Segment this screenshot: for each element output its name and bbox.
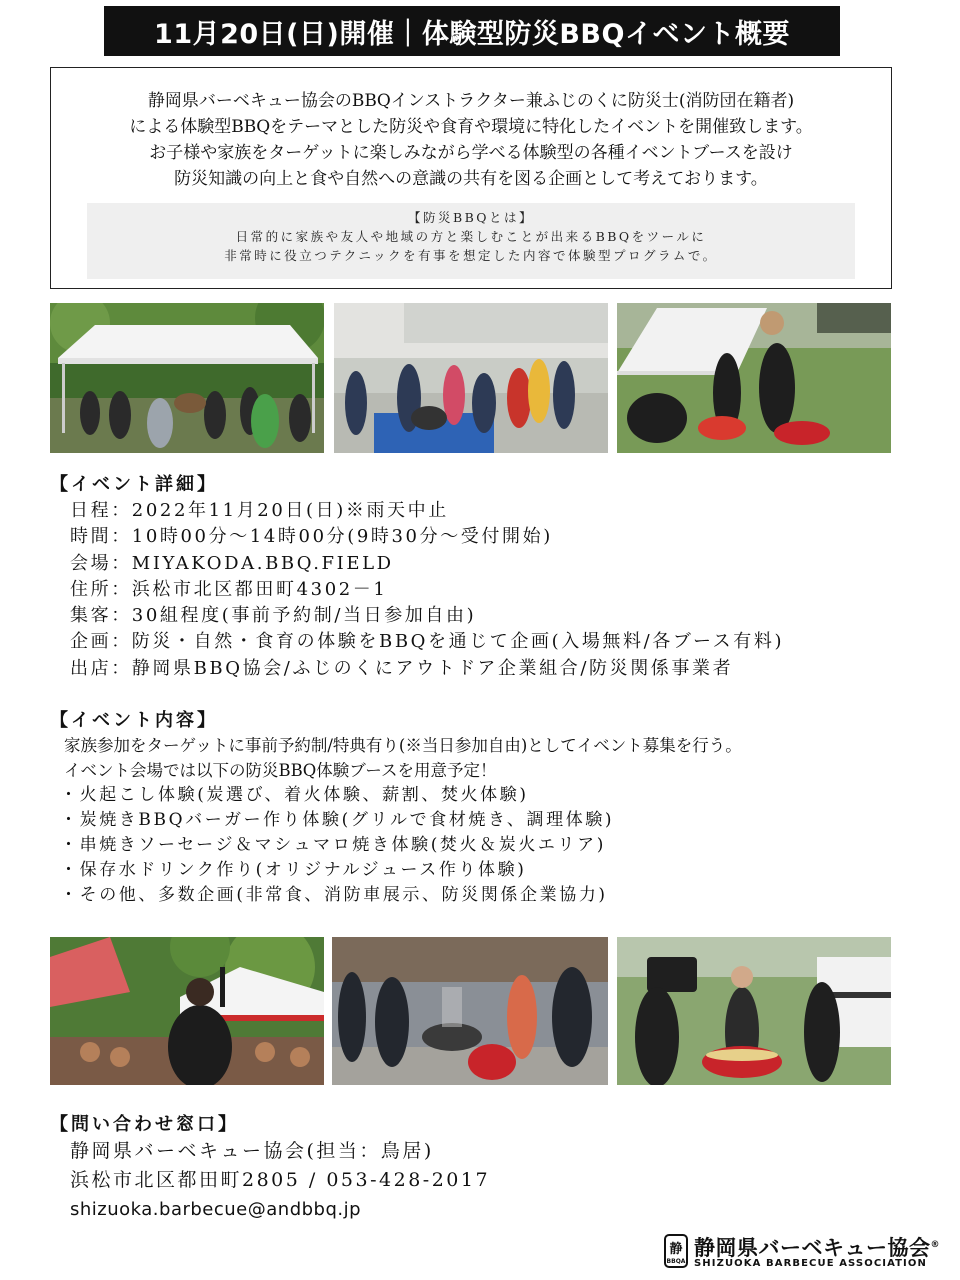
association-name-jp-text: 静岡県バーベキュー協会 [694, 1236, 931, 1260]
contents-intro [64, 733, 742, 783]
event-photo-family-grill [334, 303, 608, 453]
page-title [104, 6, 840, 56]
list-item: ・その他、多数企画(非常食、消防車展示、防災関係企業協力) [60, 885, 608, 905]
association-name-en: SHIZUOKA BARBECUE ASSOCIATION [694, 1258, 927, 1269]
intro-line: による体験型BBQをテーマとした防災や食育や環境に特化したイベントを開催致します。 [129, 117, 813, 137]
emblem-kanji: 静 [669, 1242, 683, 1257]
contents-intro-line: イベント会場では以下の防災BBQ体験ブースを用意予定！ [64, 761, 497, 780]
detail-capacity: 集客：30組程度(事前予約制/当日参加自由) [70, 605, 477, 627]
details-list [70, 498, 784, 682]
definition-line: 非常時に役立つテクニックを有事を想定した内容で体験型プログラムで。 [224, 248, 718, 263]
bousai-bbq-definition [87, 203, 855, 279]
intro-line: 静岡県バーベキュー協会のBBQインストラクター兼ふじのくに防災士(消防団在籍者) [147, 91, 795, 111]
list-item: ・串焼きソーセージ＆マシュマロ焼き体験(焚火＆炭火エリア) [60, 835, 606, 855]
contact-info [70, 1137, 490, 1224]
page-title-text: 11月20日(日)開催｜体験型防災BBQイベント概要 [154, 18, 790, 50]
contact-address-phone: 浜松市北区都田町2805 / 053-428-2017 [70, 1169, 491, 1191]
detail-venue: 会場：MIYAKODA.BBQ.FIELD [70, 552, 394, 574]
contact-heading: 【問い合わせ窓口】 [50, 1114, 239, 1135]
event-photo-tent-crowd [50, 303, 324, 453]
contents-heading: 【イベント内容】 [50, 710, 218, 731]
event-photo-tv-filming [617, 937, 891, 1085]
definition-line: 日常的に家族や友人や地域の方と楽しむことが出来るBBQをツールに [235, 229, 707, 244]
event-photo-red-tents [50, 937, 324, 1085]
association-logo [664, 1232, 954, 1272]
details-heading: 【イベント詳細】 [50, 474, 218, 495]
detail-date: 日程：2022年11月20日(日)※雨天中止 [70, 500, 449, 521]
detail-exhibitors: 出店：静岡県BBQ協会/ふじのくにアウトドア企業組合/防災関係事業者 [70, 657, 734, 679]
intro-box [50, 67, 892, 289]
list-item: ・炭焼きBBQバーガー作り体験(グリルで食材焼き、調理体験) [60, 810, 615, 830]
list-item: ・火起こし体験(炭選び、着火体験、薪割、焚火体験) [60, 785, 529, 805]
intro-line: お子様や家族をターゲットに楽しみながら学べる体験型の各種イベントブースを設け [149, 143, 793, 163]
detail-plan: 企画：防災・自然・食育の体験をBBQを通じて企画(入場無料/各ブース有料) [70, 631, 785, 653]
association-emblem-icon [664, 1234, 688, 1268]
definition-title: 【防災BBQとは】 [407, 210, 535, 225]
intro-line: 防災知識の向上と食や自然への意識の共有を図る企画として考えております。 [174, 169, 768, 189]
event-photo-grill-demo [332, 937, 608, 1085]
contact-email-link[interactable]: shizuoka.barbecue@andbbq.jp [70, 1199, 362, 1220]
contents-intro-line: 家族参加をターゲットに事前予約制/特典有り(※当日参加自由)としてイベント募集を行う。 [64, 736, 742, 755]
registered-mark: ® [930, 1240, 940, 1250]
emblem-small-text: BBQA [666, 1258, 686, 1265]
contents-list [60, 783, 614, 908]
detail-address: 住所：浜松市北区都田町4302－1 [70, 578, 388, 600]
contact-organization: 静岡県バーベキュー協会(担当：鳥居) [70, 1140, 434, 1162]
intro-text [51, 88, 891, 192]
detail-time: 時間：10時00分～14時00分(9時30分～受付開始) [70, 526, 553, 548]
list-item: ・保存水ドリンク作り(オリジナルジュース作り体験) [60, 860, 527, 880]
event-photo-instructors-grilling [617, 303, 891, 453]
